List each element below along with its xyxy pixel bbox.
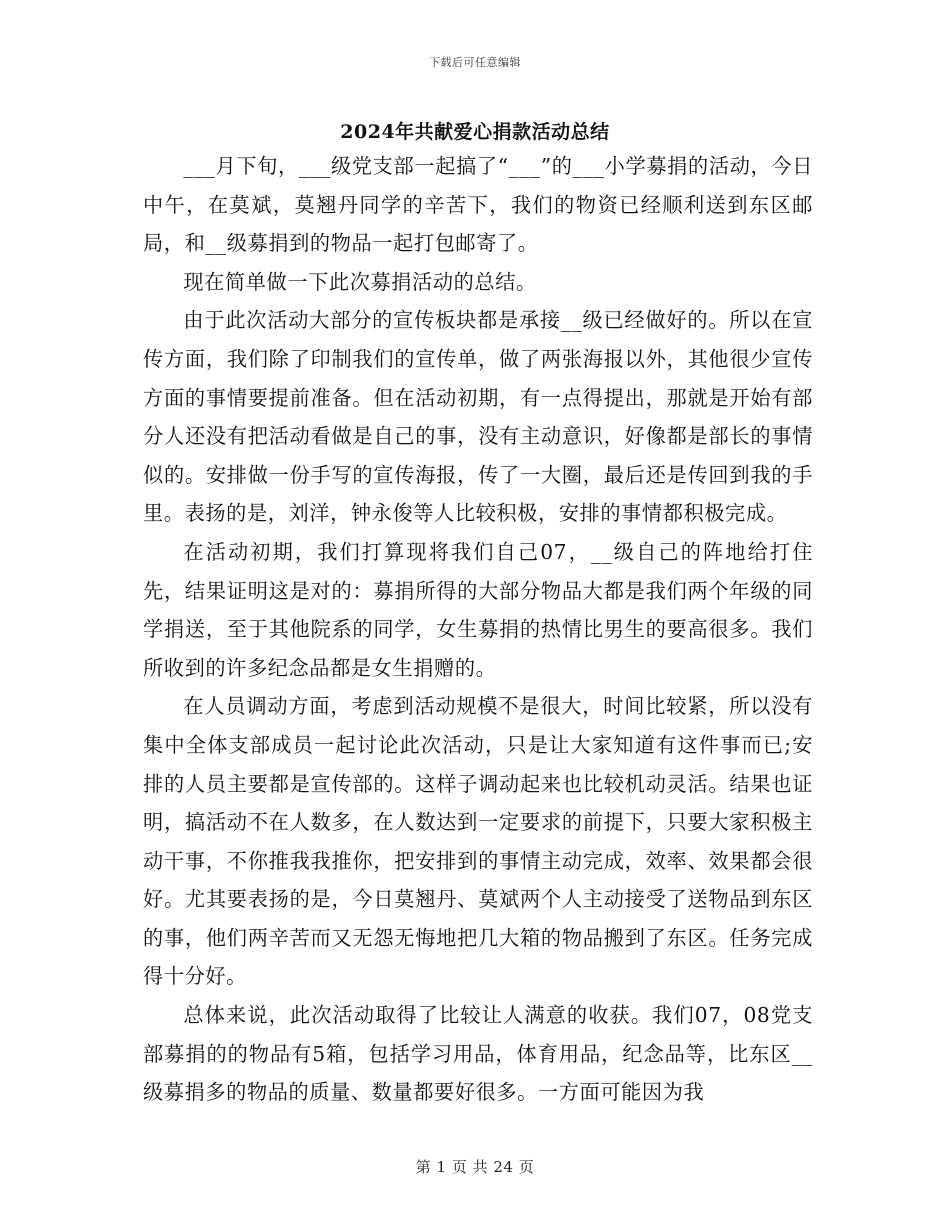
document-title: 2024年共献爱心捐款活动总结 [340,121,610,143]
paragraph: ___月下旬，___级党支部一起搞了“___”的___小学募捐的活动，今日中午，在莫斌，莫翘丹同学的辛苦下，我们的物资已经顺利送到东区邮局，和__级募捐到的物品一起打包邮寄了。 [143,154,813,256]
paragraph: 在活动初期，我们打算现将我们自己07，__级自己的阵地给打住先，结果证明这是对的：募捐所得的大部分物品大都是我们两个年级的同学捐送，至于其他院系的同学，女生募捐的热情比男生的要高很多。我们所收到的许多纪念品都是女生捐赠的。 [143,539,813,680]
paragraph: 总体来说，此次活动取得了比较让人满意的收获。我们07，08党支部募捐的的物品有5箱，包括学习用品，体育用品，纪念品等，比东区__级募捐多的物品的质量、数量都要好很多。一方面可能因为我 [143,1003,813,1105]
page-number-footer: 第 1 页 共 24 页 [415,1158,535,1176]
paragraph: 由于此次活动大部分的宣传板块都是承接__级已经做好的。所以在宣传方面，我们除了印制我们的宣传单，做了两张海报以外，其他很少宣传方面的事情要提前准备。但在活动初期，有一点得提出，那就是开始有部分人还没有把活动看做是自己的事，没有主动意识，好像都是部长的事情似的。安排做一份手写的宣传海报，传了一大圈，最后还是传回到我的手里。表扬的是，刘洋，钟永俊等人比较积极，安排的事情都积极完成。 [143,308,813,526]
paragraph: 现在简单做一下此次募捐活动的总结。 [183,269,537,294]
page-header-note: 下载后可任意编辑 [429,56,521,69]
document-body [143,147,813,1112]
paragraph: 在人员调动方面，考虑到活动规模不是很大，时间比较紧，所以没有集中全体支部成员一起讨论此次活动，只是让大家知道有这件事而已;安排的人员主要都是宣传部的。这样子调动起来也比较机动灵活。结果也证明，搞活动不在人数多，在人数达到一定要求的前提下，只要大家积极主动干事，不你推我我推你，把安排到的事情主动完成，效率、效果都会很好。尤其要表扬的是，今日莫翘丹、莫斌两个人主动接受了送物品到东区的事，他们两辛苦而又无怨无悔地把几大箱的物品搬到了东区。任务完成得十分好。 [143,694,813,989]
